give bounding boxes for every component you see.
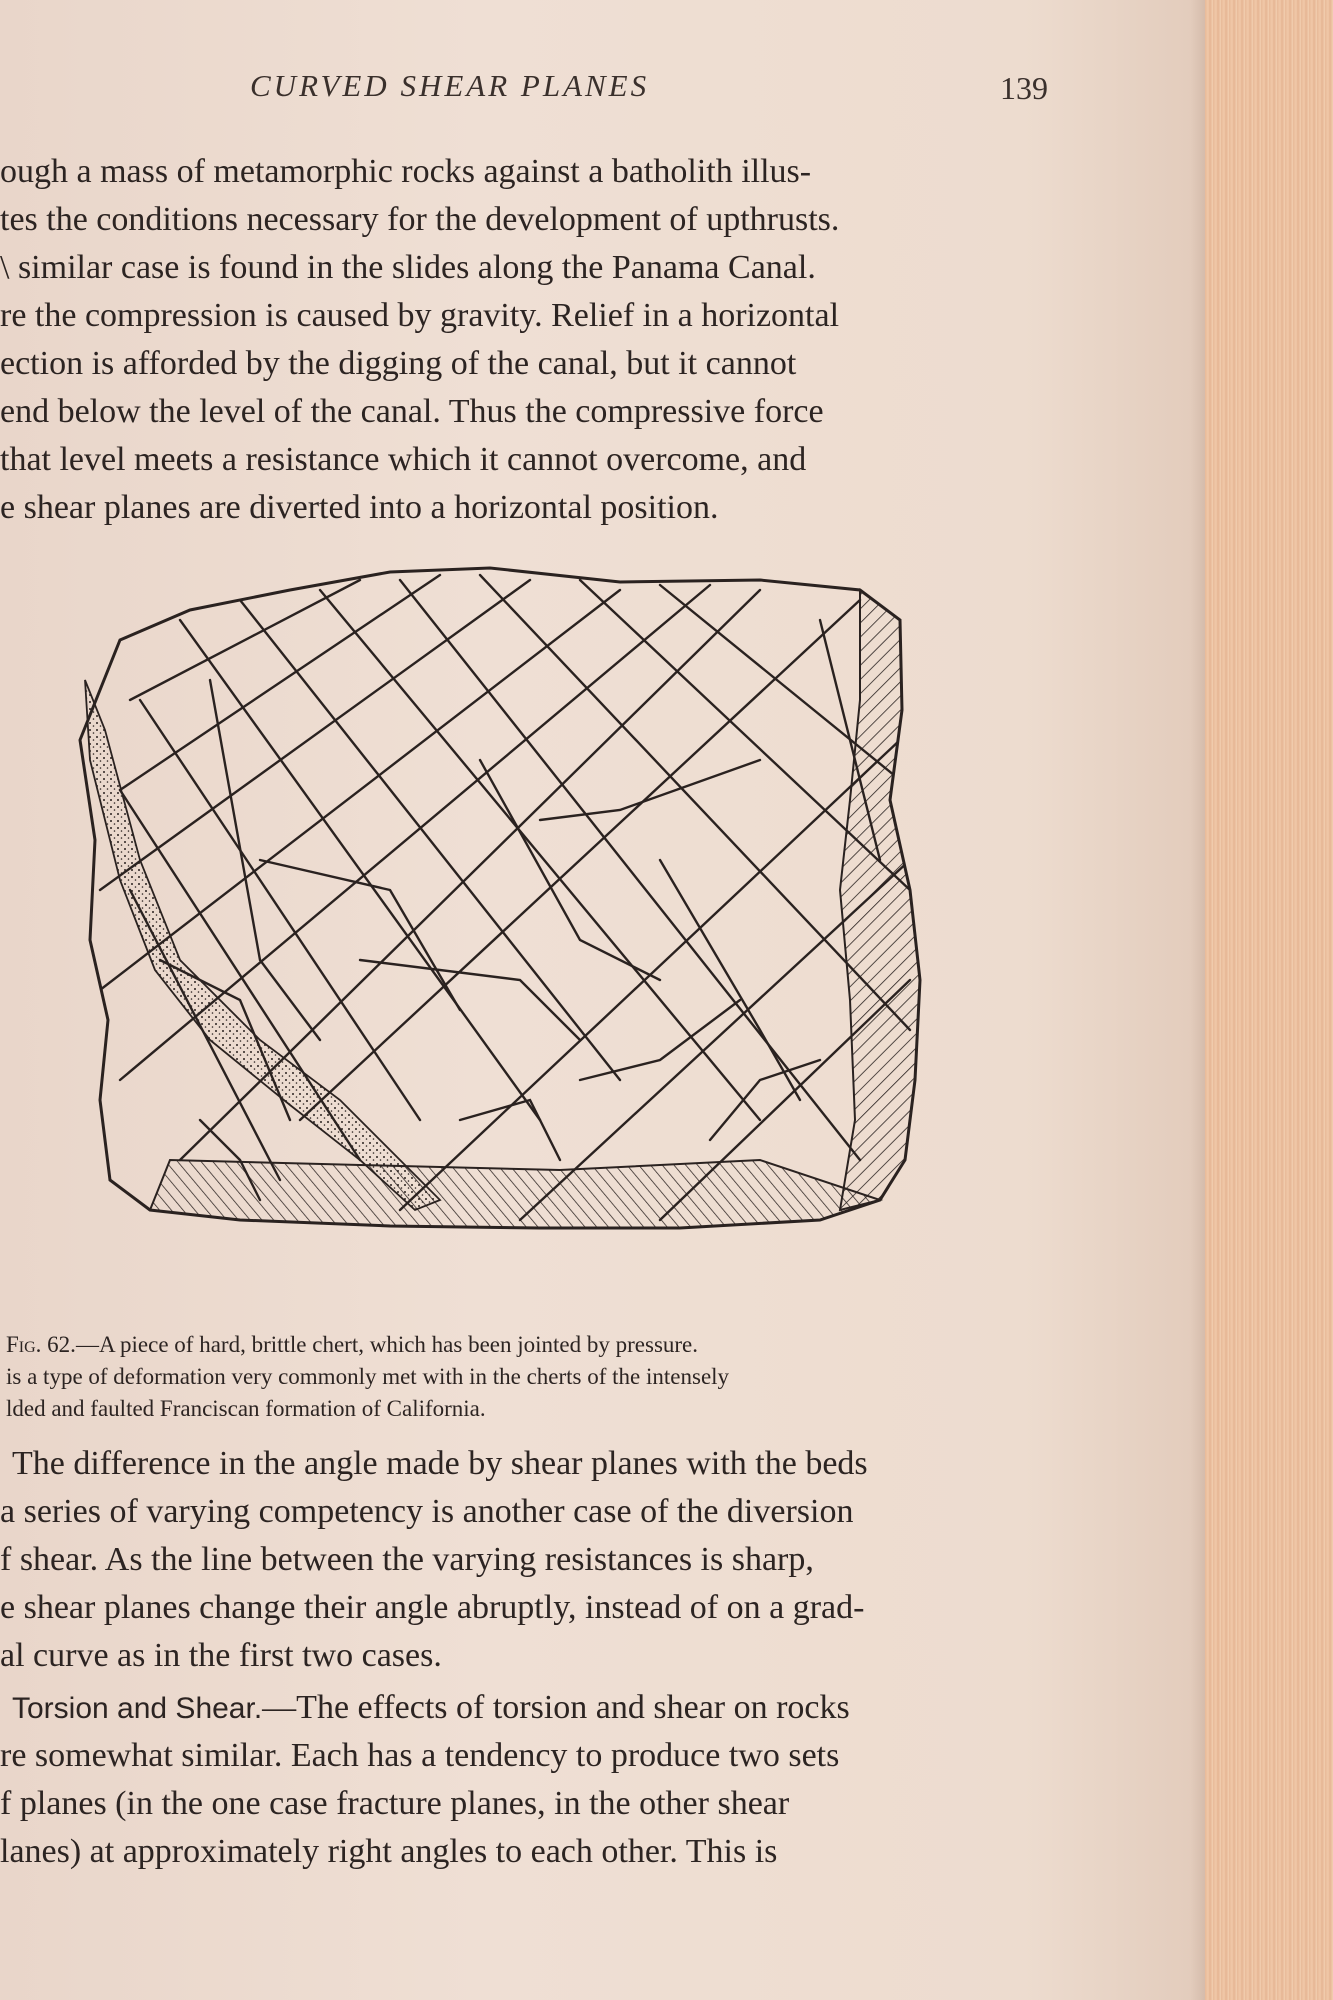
text-span: —The effects of torsion and shear on rocks xyxy=(262,1689,850,1726)
caption-text: —A piece of hard, brittle chert, which has been jointed by pressure. xyxy=(75,1332,699,1357)
text-line: re somewhat similar. Each has a tendency to produce two sets xyxy=(0,1737,840,1774)
text-line: that level meets a resistance which it cannot overcome, and xyxy=(0,441,807,478)
text-line: The difference in the angle made by shear planes with the beds xyxy=(12,1445,868,1482)
text-line: lanes) at approximately right angles to each other. This is xyxy=(0,1833,778,1870)
text-line: \ similar case is found in the slides along the Panama Canal. xyxy=(0,249,816,286)
figure-label: Fig. 62. xyxy=(6,1332,76,1357)
stippled-fault-zone xyxy=(85,680,440,1210)
figure-62-chert-illustration xyxy=(60,560,940,1320)
text-line: tes the conditions necessary for the development of upthrusts. xyxy=(0,201,840,238)
text-line: ection is afforded by the digging of the canal, but it cannot xyxy=(0,345,797,382)
text-line: f planes (in the one case fracture planes, in the other shear xyxy=(0,1785,790,1822)
text-line: a series of varying competency is another case of the diversion xyxy=(0,1493,854,1530)
running-head: CURVED SHEAR PLANES xyxy=(250,68,650,103)
section-heading: Torsion and Shear. xyxy=(12,1692,263,1725)
page-number: 139 xyxy=(1000,70,1048,106)
text-line: e shear planes change their angle abruptly, instead of on a grad- xyxy=(0,1589,865,1626)
text-line: ough a mass of metamorphic rocks against a batholith illus- xyxy=(0,153,812,190)
text-line: re the compression is caused by gravity. Relief in a horizontal xyxy=(0,297,840,334)
hatched-right-face xyxy=(840,590,920,1210)
joint-lines xyxy=(100,575,910,1220)
text-line: f shear. As the line between the varying resistances is sharp, xyxy=(0,1541,814,1578)
text-line: e shear planes are diverted into a horizontal position. xyxy=(0,489,719,526)
page-header xyxy=(0,68,1100,118)
rock-outline xyxy=(80,568,920,1228)
caption-text: is a type of deformation very commonly met with in the cherts of the intensely xyxy=(6,1364,730,1389)
text-line: end below the level of the canal. Thus the compressive force xyxy=(0,393,824,430)
hatched-bottom-face xyxy=(150,1160,880,1228)
caption-text: lded and faulted Franciscan formation of California. xyxy=(6,1396,486,1421)
text-line: al curve as in the first two cases. xyxy=(0,1637,442,1674)
text-line xyxy=(12,1688,850,1729)
page-stack-edge xyxy=(1205,0,1333,2000)
